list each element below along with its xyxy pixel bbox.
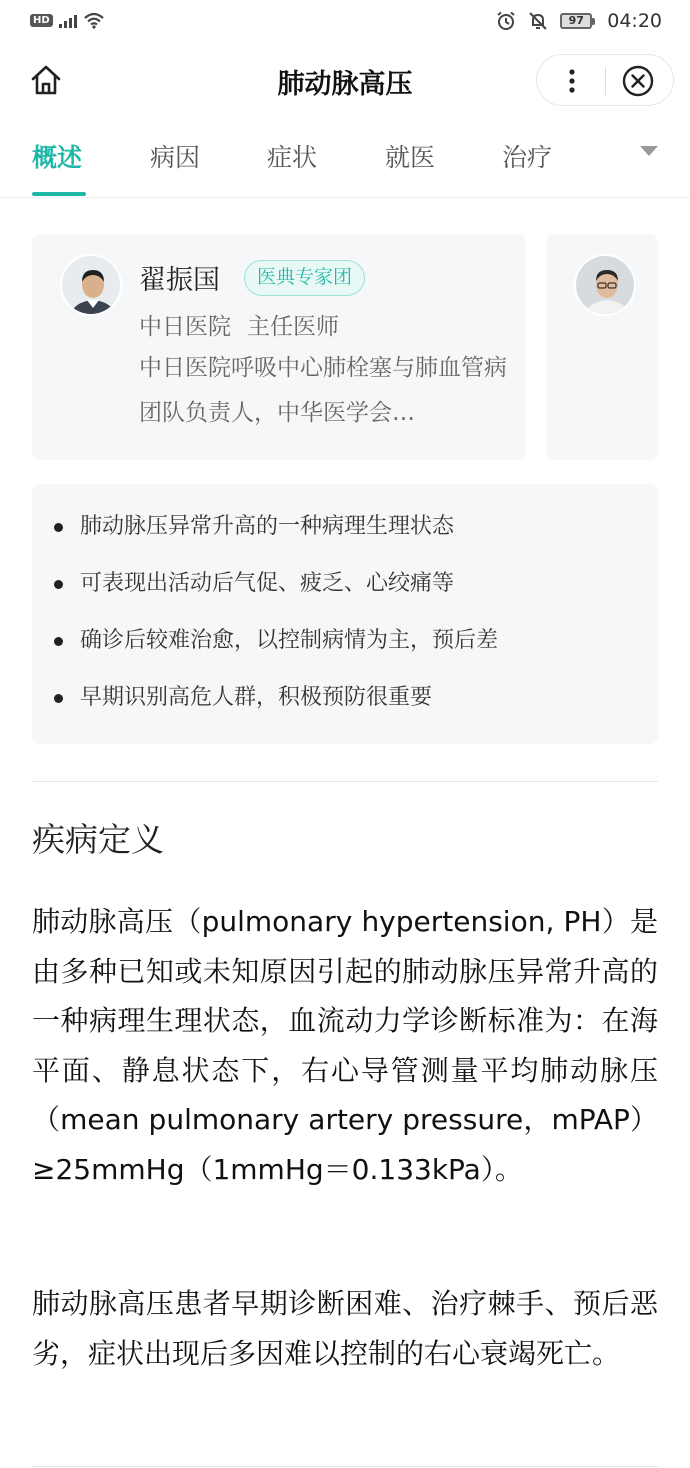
title-bar xyxy=(0,50,690,112)
doctor-card[interactable] xyxy=(546,234,658,460)
expert-team-badge: 医典专家团 xyxy=(244,260,365,296)
definition-paragraph: 肺动脉高压（pulmonary hypertension, PH）是由多种已知或未知原因引起的肺动脉压异常升高的一种病理生理状态，血流动力学诊断标准为：在海平面、静息状态下，右心导管测量平均肺动脉压（mean pulmonary artery pressure，mPAP）≥25mmHg（1mmHg＝0.133kPa）。 xyxy=(32,905,658,1186)
avatar xyxy=(60,254,122,316)
active-tab-indicator xyxy=(32,192,86,196)
doctor-card[interactable] xyxy=(32,234,526,460)
summary-point: 确诊后较难治愈，以控制病情为主，预后差 xyxy=(32,624,658,681)
hd-badge: HD xyxy=(30,14,53,27)
doctor-title: 主任医师 xyxy=(247,314,339,340)
battery-icon xyxy=(560,13,595,29)
summary-box xyxy=(32,484,658,744)
summary-point: 可表现出活动后气促、疲乏、心绞痛等 xyxy=(32,567,658,624)
wifi-icon xyxy=(83,11,105,29)
tab-symptoms[interactable]: 症状 xyxy=(267,143,318,172)
avatar xyxy=(574,254,636,316)
battery-level: 97 xyxy=(560,13,592,29)
tab-bar xyxy=(0,128,690,198)
doctor-affiliation xyxy=(139,308,339,341)
tab-overview[interactable]: 概述 xyxy=(32,143,83,172)
status-right xyxy=(496,10,662,32)
more-vertical-icon[interactable] xyxy=(557,65,587,97)
status-bar xyxy=(0,0,690,46)
doctor-name: 翟振国 xyxy=(139,265,220,296)
page-title: 肺动脉高压 xyxy=(277,69,413,100)
close-circle-icon[interactable] xyxy=(621,64,655,98)
tab-treatment[interactable]: 治疗 xyxy=(502,143,553,172)
doctor-hospital: 中日医院 xyxy=(139,314,231,340)
capsule-divider xyxy=(605,67,606,95)
mini-program-capsule xyxy=(536,54,674,106)
tab-consult[interactable]: 就医 xyxy=(385,143,436,172)
section-title: 疾病定义 xyxy=(32,820,164,859)
doctor-description: 中日医院呼吸中心肺栓塞与肺血管病团队负责人，中华医学会… xyxy=(139,355,507,426)
section-divider xyxy=(32,781,658,782)
tab-causes[interactable]: 病因 xyxy=(150,143,201,172)
definition-paragraph: 肺动脉高压患者早期诊断困难、治疗棘手、预后恶劣，症状出现后多因难以控制的右心衰竭死亡。 xyxy=(32,1287,658,1370)
summary-point: 早期识别高危人群，积极预防很重要 xyxy=(32,681,658,738)
mute-bell-icon xyxy=(528,11,548,31)
status-time: 04:20 xyxy=(607,10,662,32)
status-left xyxy=(30,11,105,29)
summary-point: 肺动脉压异常升高的一种病理生理状态 xyxy=(32,510,658,567)
alarm-icon xyxy=(496,11,516,31)
section-divider xyxy=(32,1466,658,1467)
caret-down-icon[interactable] xyxy=(640,146,658,156)
signal-icon xyxy=(59,12,77,28)
